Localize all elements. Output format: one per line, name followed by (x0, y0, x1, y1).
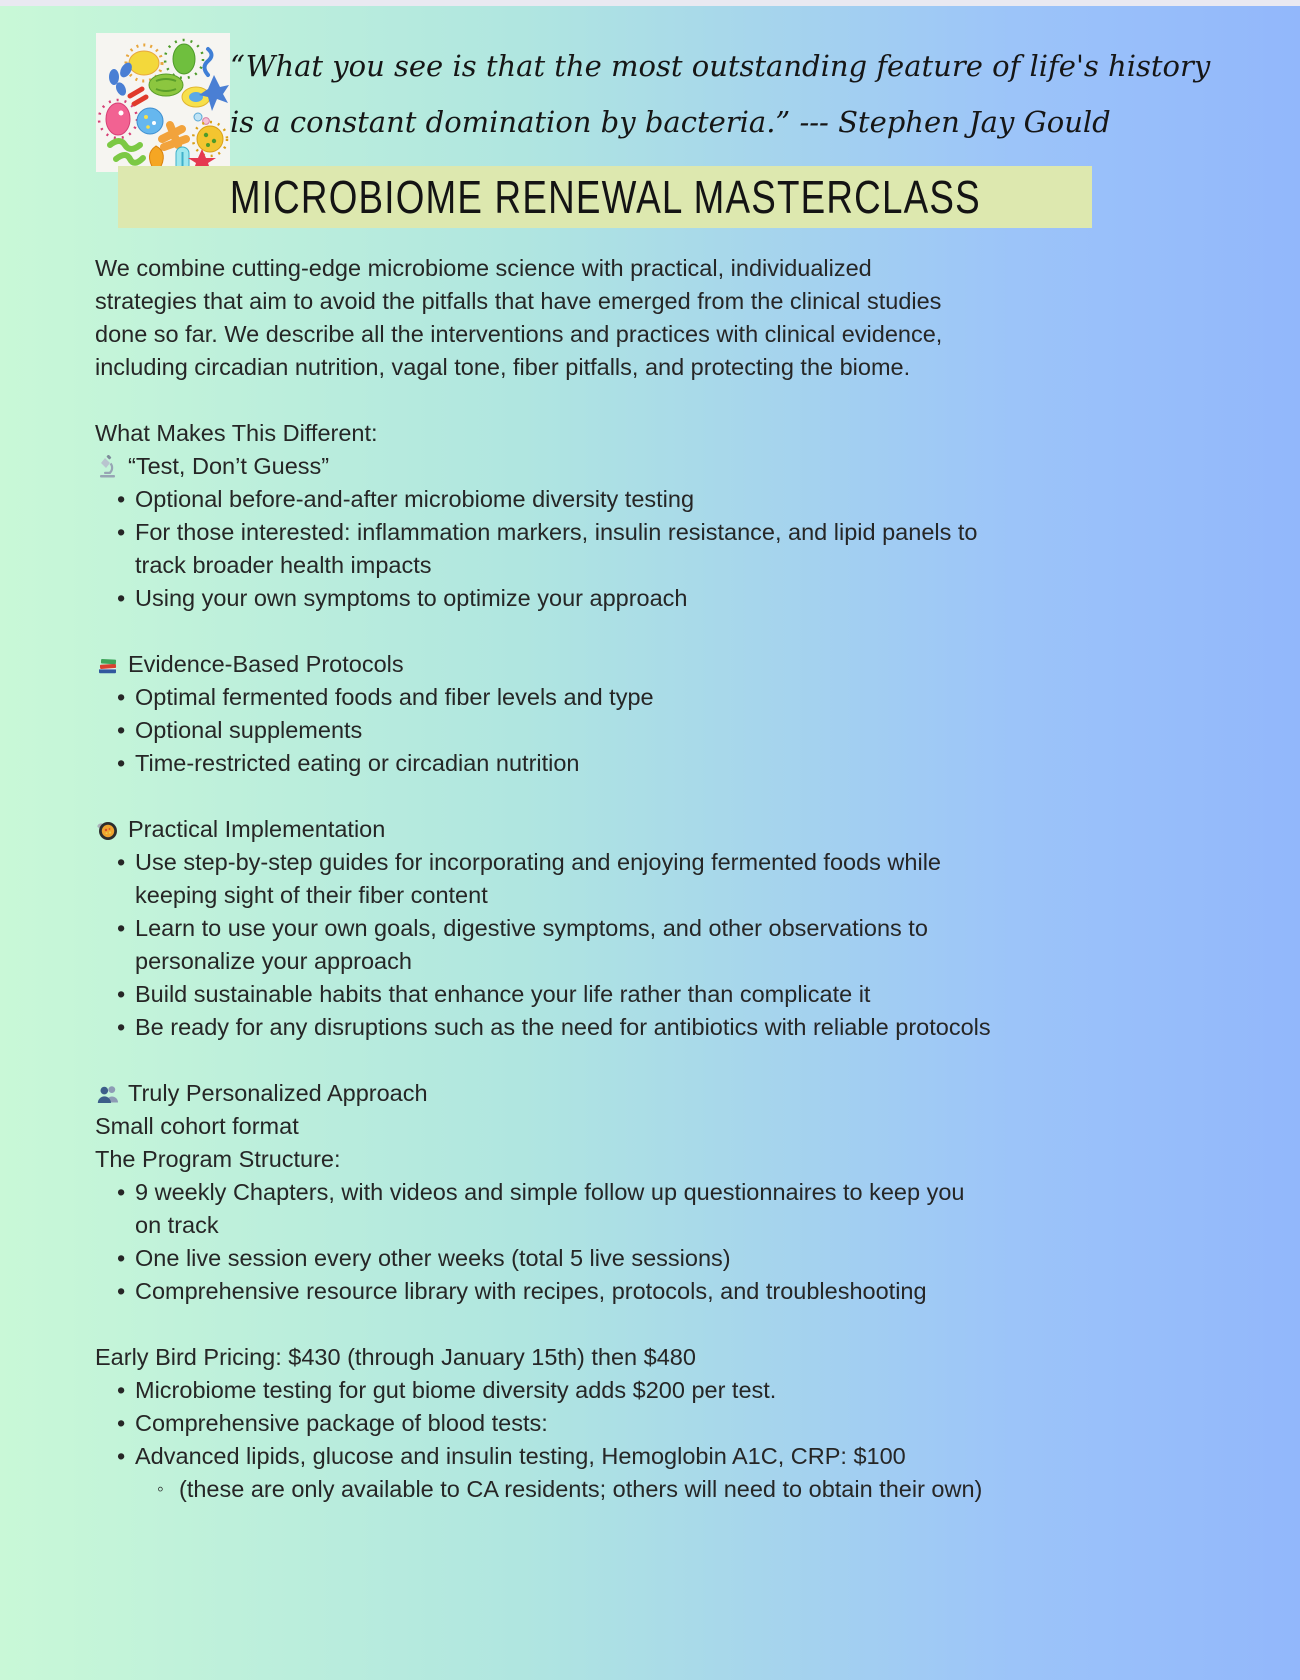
text-line: strategies that aim to avoid the pitfalls that have emerged from the clinical studies (95, 288, 942, 314)
bullet-marker: • (117, 519, 126, 545)
document-body (95, 252, 1175, 1506)
intro-paragraph (95, 252, 1175, 384)
section-title (95, 1077, 1175, 1110)
text-line: Optional supplements (135, 717, 363, 743)
text-line: Advanced lipids, glucose and insulin testing, Hemoglobin A1C, CRP: $100 (135, 1443, 906, 1469)
bullet-item (95, 1011, 1175, 1044)
text-line: track broader health impacts (135, 552, 432, 578)
quote-line-1: “What you see is that the most outstanding feature of life's history (230, 49, 1211, 83)
pan-of-food-icon (95, 818, 121, 842)
section-title (95, 813, 1175, 846)
bullet-text (135, 747, 1175, 780)
books-icon (95, 653, 121, 677)
masterclass-title: MICROBIOME RENEWAL MASTERCLASS (229, 171, 981, 223)
bullet-text (135, 681, 1175, 714)
text-line: personalize your approach (135, 948, 412, 974)
bullet-text (135, 516, 1175, 582)
bullet-text (135, 483, 1175, 516)
text-line: For those interested: inflammation markers, insulin resistance, and lipid panels to (135, 519, 978, 545)
pricing-block (95, 1341, 1175, 1506)
section-title-text: Early Bird Pricing: $430 (through January 15th) then $480 (95, 1344, 696, 1370)
hollow-bullet-marker: ◦ (157, 1479, 164, 1500)
bullet-item (95, 1374, 1175, 1407)
text-line: including circadian nutrition, vagal tone, fiber pitfalls, and protecting the biome. (95, 354, 911, 380)
text-line: Time-restricted eating or circadian nutrition (135, 750, 580, 776)
text-line: Use step-by-step guides for incorporating and enjoying fermented foods while (135, 849, 941, 875)
intro-lines (95, 252, 1175, 384)
section-title (95, 648, 1175, 681)
bullet-item (95, 714, 1175, 747)
bullet-marker: • (117, 1377, 126, 1403)
text-line: Learn to use your own goals, digestive symptoms, and other observations to (135, 915, 928, 941)
content-section (95, 450, 1175, 615)
bullet-item (95, 846, 1175, 912)
bullet-text (135, 1176, 1175, 1242)
bullet-item (95, 1440, 1175, 1473)
people-icon (95, 1082, 121, 1106)
bullet-text (179, 1473, 1175, 1506)
sections-container (95, 450, 1175, 1308)
bullet-text (135, 714, 1175, 747)
sub-bullet-item (95, 1473, 1175, 1506)
bullet-text (135, 846, 1175, 912)
text-line: 9 weekly Chapters, with videos and simple follow up questionnaires to keep you (135, 1179, 965, 1205)
section-title-text: Truly Personalized Approach (128, 1080, 428, 1106)
microscope-icon (95, 455, 121, 479)
content-section (95, 1077, 1175, 1308)
bullet-text (135, 1440, 1175, 1473)
section-sub-line: Small cohort format (95, 1113, 299, 1139)
bullet-marker: • (117, 1245, 126, 1271)
text-line: Be ready for any disruptions such as the need for antibiotics with reliable protocols (135, 1014, 991, 1040)
section-title (95, 450, 1175, 483)
bullet-marker: • (117, 1278, 126, 1304)
text-line: We combine cutting-edge microbiome science with practical, individualized (95, 255, 872, 281)
bullet-marker: • (117, 1410, 126, 1436)
bullet-item (95, 1176, 1175, 1242)
bullet-item (95, 582, 1175, 615)
bullet-marker: • (117, 1014, 126, 1040)
content-section (95, 648, 1175, 780)
text-line: Comprehensive package of blood tests: (135, 1410, 548, 1436)
bullet-item (95, 747, 1175, 780)
bullet-text (135, 912, 1175, 978)
page-top-strip (0, 0, 1300, 6)
bullet-item (95, 1242, 1175, 1275)
text-line: (these are only available to CA residents; others will need to obtain their own) (179, 1476, 983, 1502)
bullet-text (135, 582, 1175, 615)
text-line: Optimal fermented foods and fiber levels and type (135, 684, 654, 710)
quote-block (230, 38, 1211, 150)
text-line: Build sustainable habits that enhance your life rather than complicate it (135, 981, 871, 1007)
text-line: keeping sight of their fiber content (135, 882, 488, 908)
text-line: Using your own symptoms to optimize your approach (135, 585, 688, 611)
bullet-item (95, 681, 1175, 714)
text-line: One live session every other weeks (total 5 live sessions) (135, 1245, 731, 1271)
text-line: Comprehensive resource library with recipes, protocols, and troubleshooting (135, 1278, 927, 1304)
quote-line-2: is a constant domination by bacteria.” --- Stephen Jay Gould (230, 105, 1111, 139)
bullet-marker: • (117, 981, 126, 1007)
bullet-marker: • (117, 1179, 126, 1205)
text-line: done so far. We describe all the interventions and practices with clinical evidence, (95, 321, 943, 347)
bullet-text (135, 1407, 1175, 1440)
bullet-item (95, 912, 1175, 978)
bullet-text (135, 978, 1175, 1011)
bullet-marker: • (117, 915, 126, 941)
bullet-text (135, 1011, 1175, 1044)
bullet-text (135, 1242, 1175, 1275)
bullet-item (95, 483, 1175, 516)
section-title-text: Evidence-Based Protocols (128, 651, 404, 677)
bullet-marker: • (117, 1443, 126, 1469)
section-title-text: “Test, Don’t Guess” (128, 453, 330, 479)
bullet-item (95, 1275, 1175, 1308)
bullet-item (95, 516, 1175, 582)
section-title (95, 1341, 1175, 1374)
section-sub-line: The Program Structure: (95, 1146, 341, 1172)
text-line: on track (135, 1212, 219, 1238)
bullet-marker: • (117, 684, 126, 710)
bullet-text (135, 1374, 1175, 1407)
bullet-text (135, 1275, 1175, 1308)
bullet-item (95, 978, 1175, 1011)
bullet-marker: • (117, 717, 126, 743)
bullet-marker: • (117, 849, 126, 875)
text-line: Microbiome testing for gut biome diversity adds $200 per test. (135, 1377, 777, 1403)
microbes-logo (96, 33, 230, 172)
title-banner (118, 166, 1092, 228)
microbes-illustration-icon (96, 33, 230, 172)
content-section (95, 813, 1175, 1044)
section-title-text: Practical Implementation (128, 816, 386, 842)
text-line: Optional before-and-after microbiome diversity testing (135, 486, 695, 512)
bullet-marker: • (117, 750, 126, 776)
bullet-marker: • (117, 486, 126, 512)
bullet-item (95, 1407, 1175, 1440)
bullet-marker: • (117, 585, 126, 611)
what-different-label: What Makes This Different: (95, 420, 378, 446)
content-section (95, 1341, 1175, 1506)
